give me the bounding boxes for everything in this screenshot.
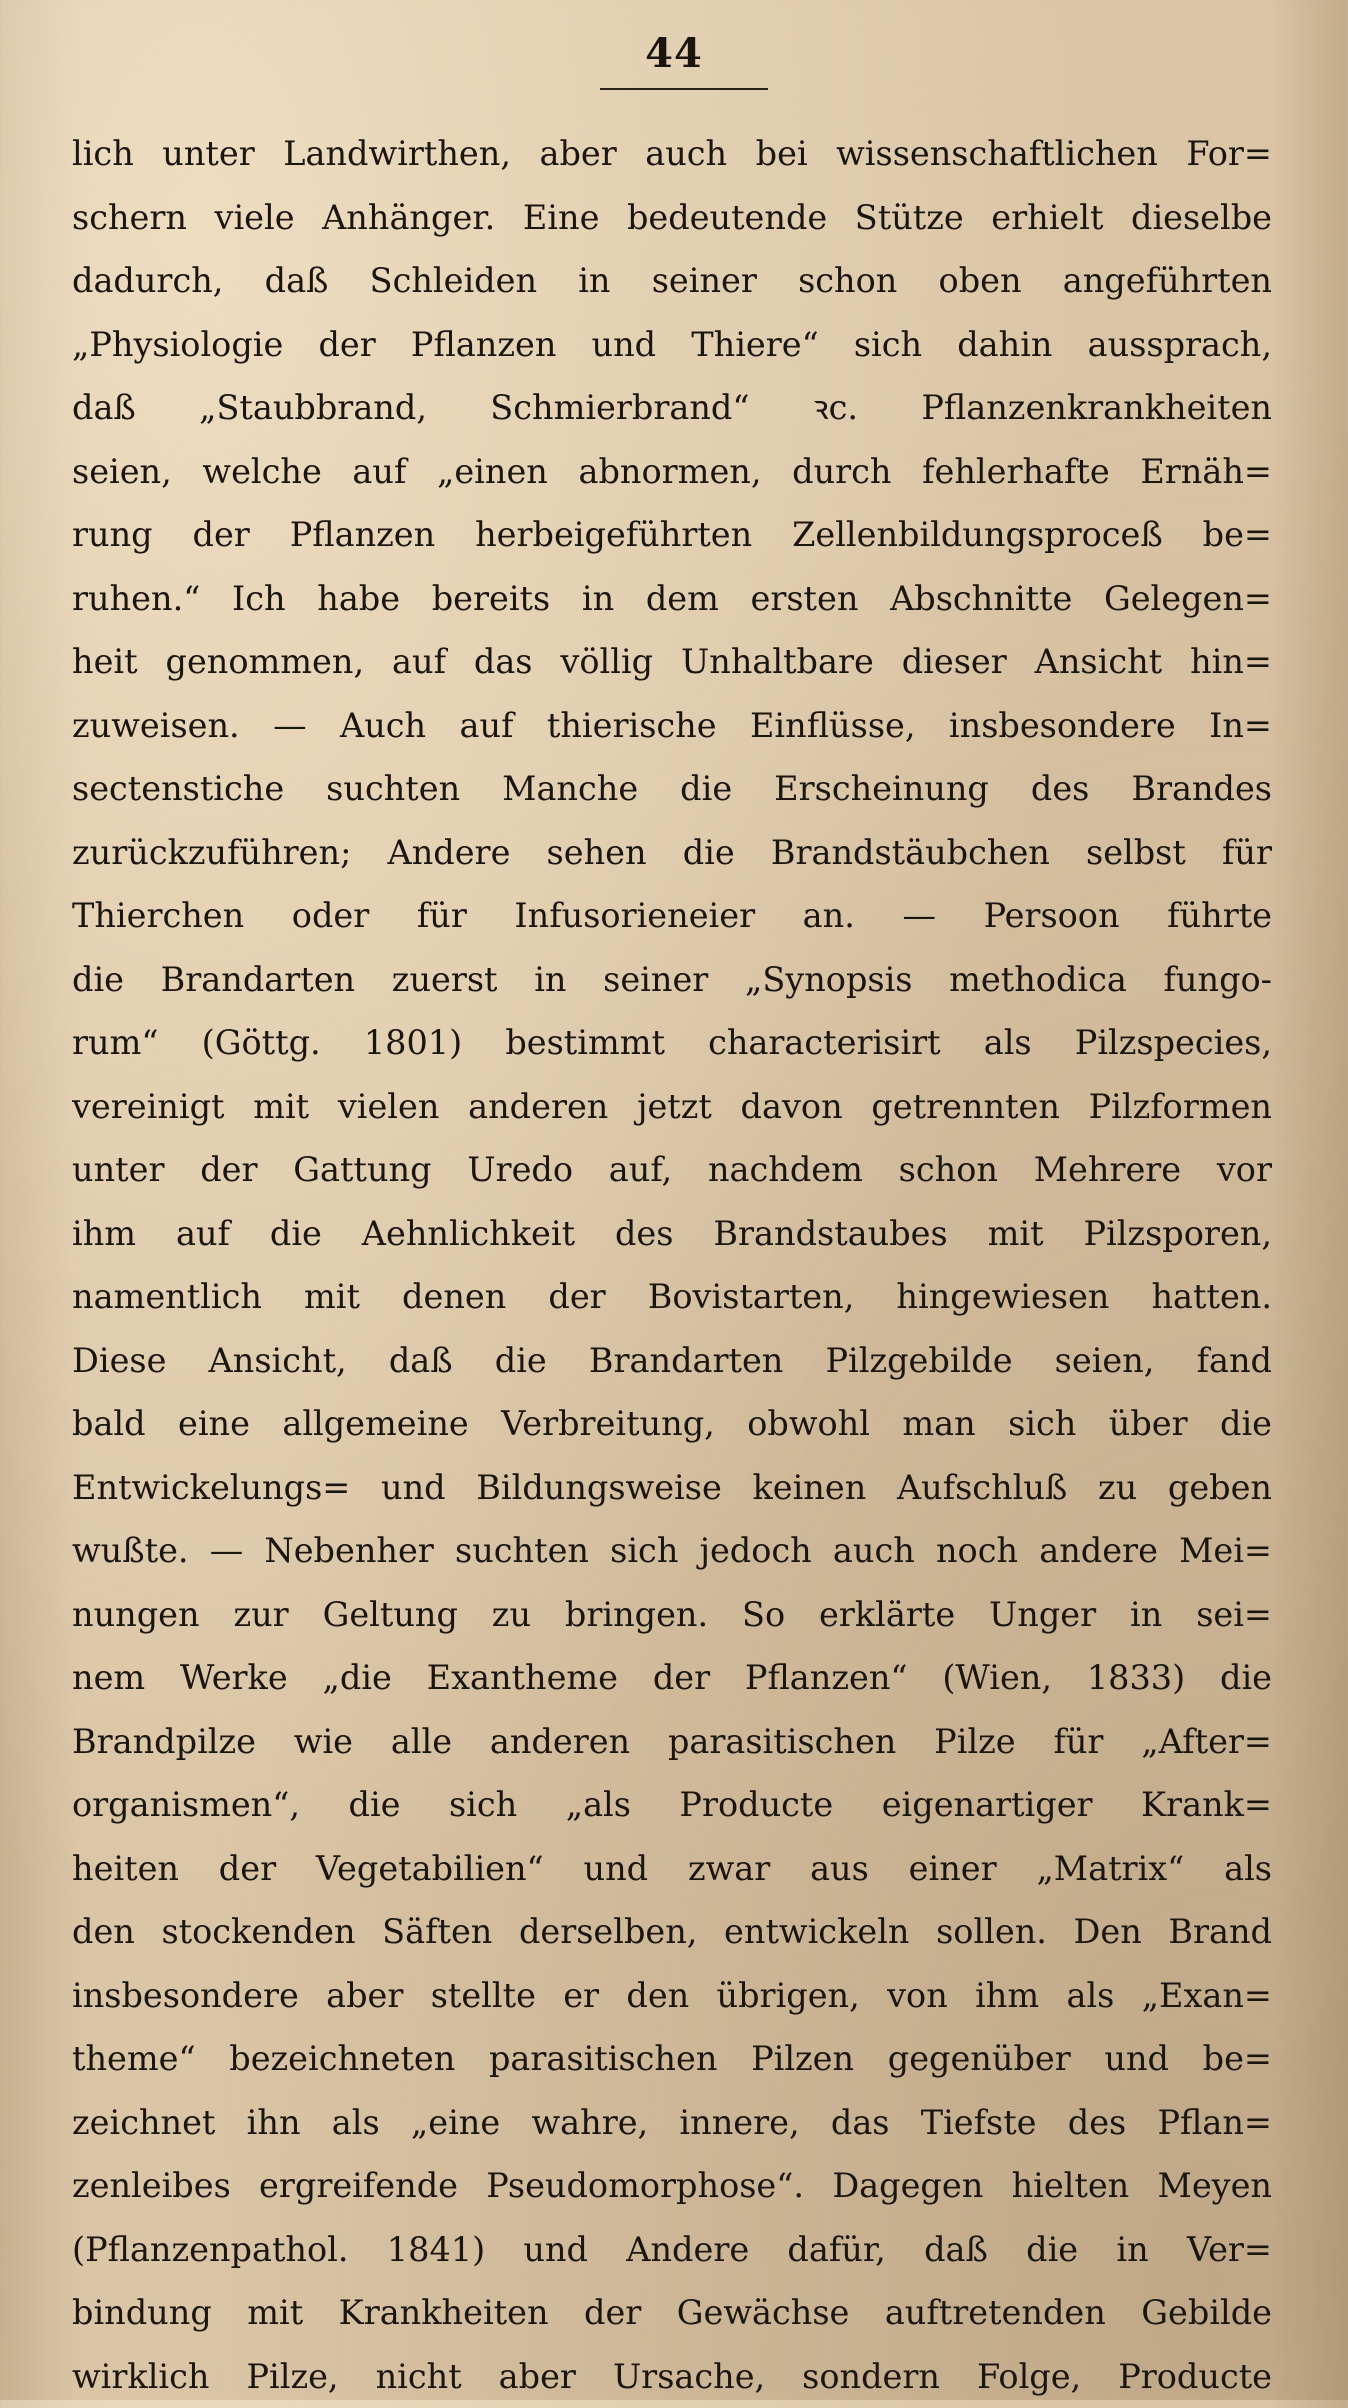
text-line: Thierchen oder für Infusorieneier an. — Persoon führte xyxy=(72,884,1272,948)
text-line: dadurch, daß Schleiden in seiner schon oben angeführten xyxy=(72,249,1272,313)
text-line: zenleibes ergreifende Pseudomorphose“. Dagegen hielten Meyen xyxy=(72,2154,1272,2218)
text-line: zuweisen. — Auch auf thierische Einflüsse, insbesondere In= xyxy=(72,694,1272,758)
text-line: die Brandarten zuerst in seiner „Synopsis methodica fungo- xyxy=(72,948,1272,1012)
text-line: namentlich mit denen der Bovistarten, hingewiesen hatten. xyxy=(72,1265,1272,1329)
text-line: bald eine allgemeine Verbreitung, obwohl man sich über die xyxy=(72,1392,1272,1456)
text-line: den stockenden Säften derselben, entwickeln sollen. Den Brand xyxy=(72,1900,1272,1964)
text-line: zurückzuführen; Andere sehen die Brandstäubchen selbst für xyxy=(72,821,1272,885)
page-number: 44 xyxy=(0,30,1348,77)
body-text xyxy=(72,122,1272,2408)
text-line: „Physiologie der Pflanzen und Thiere“ sich dahin aussprach, xyxy=(72,313,1272,377)
text-line: (Pflanzenpathol. 1841) und Andere dafür, daß die in Ver= xyxy=(72,2218,1272,2282)
text-line: daß „Staubbrand, Schmierbrand“ ꝛc. Pflanzenkrankheiten xyxy=(72,376,1272,440)
text-line: ihm auf die Aehnlichkeit des Brandstaubes mit Pilzsporen, xyxy=(72,1202,1272,1266)
header-rule xyxy=(600,88,768,90)
text-line: Diese Ansicht, daß die Brandarten Pilzgebilde seien, fand xyxy=(72,1329,1272,1393)
text-line: nungen zur Geltung zu bringen. So erklärte Unger in sei= xyxy=(72,1583,1272,1647)
text-line: rung der Pflanzen herbeigeführten Zellenbildungsproceß be= xyxy=(72,503,1272,567)
text-line: bindung mit Krankheiten der Gewächse auftretenden Gebilde xyxy=(72,2281,1272,2345)
text-line: heit genommen, auf das völlig Unhaltbare dieser Ansicht hin= xyxy=(72,630,1272,694)
text-line: wußte. — Nebenher suchten sich jedoch auch noch andere Mei= xyxy=(72,1519,1272,1583)
text-line: ruhen.“ Ich habe bereits in dem ersten Abschnitte Gelegen= xyxy=(72,567,1272,631)
text-line: organismen“, die sich „als Producte eigenartiger Krank= xyxy=(72,1773,1272,1837)
text-line: schern viele Anhänger. Eine bedeutende Stütze erhielt dieselbe xyxy=(72,186,1272,250)
text-line: theme“ bezeichneten parasitischen Pilzen gegenüber und be= xyxy=(72,2027,1272,2091)
text-line: zeichnet ihn als „eine wahre, innere, das Tiefste des Pflan= xyxy=(72,2091,1272,2155)
text-line: lich unter Landwirthen, aber auch bei wissenschaftlichen For= xyxy=(72,122,1272,186)
text-line: Brandpilze wie alle anderen parasitischen Pilze für „After= xyxy=(72,1710,1272,1774)
text-line: rum“ (Göttg. 1801) bestimmt characterisirt als Pilzspecies, xyxy=(72,1011,1272,1075)
text-line: vereinigt mit vielen anderen jetzt davon getrennten Pilzformen xyxy=(72,1075,1272,1139)
text-line: seien, welche auf „einen abnormen, durch fehlerhafte Ernäh= xyxy=(72,440,1272,504)
text-line: nem Werke „die Exantheme der Pflanzen“ (Wien, 1833) die xyxy=(72,1646,1272,1710)
text-line: heiten der Vegetabilien“ und zwar aus einer „Matrix“ als xyxy=(72,1837,1272,1901)
text-line: insbesondere aber stellte er den übrigen, von ihm als „Exan= xyxy=(72,1964,1272,2028)
text-line: sectenstiche suchten Manche die Erscheinung des Brandes xyxy=(72,757,1272,821)
text-line: Entwickelungs= und Bildungsweise keinen Aufschluß zu geben xyxy=(72,1456,1272,1520)
text-line: wirklich Pilze, nicht aber Ursache, sondern Folge, Producte xyxy=(72,2345,1272,2408)
text-line: unter der Gattung Uredo auf, nachdem schon Mehrere vor xyxy=(72,1138,1272,1202)
